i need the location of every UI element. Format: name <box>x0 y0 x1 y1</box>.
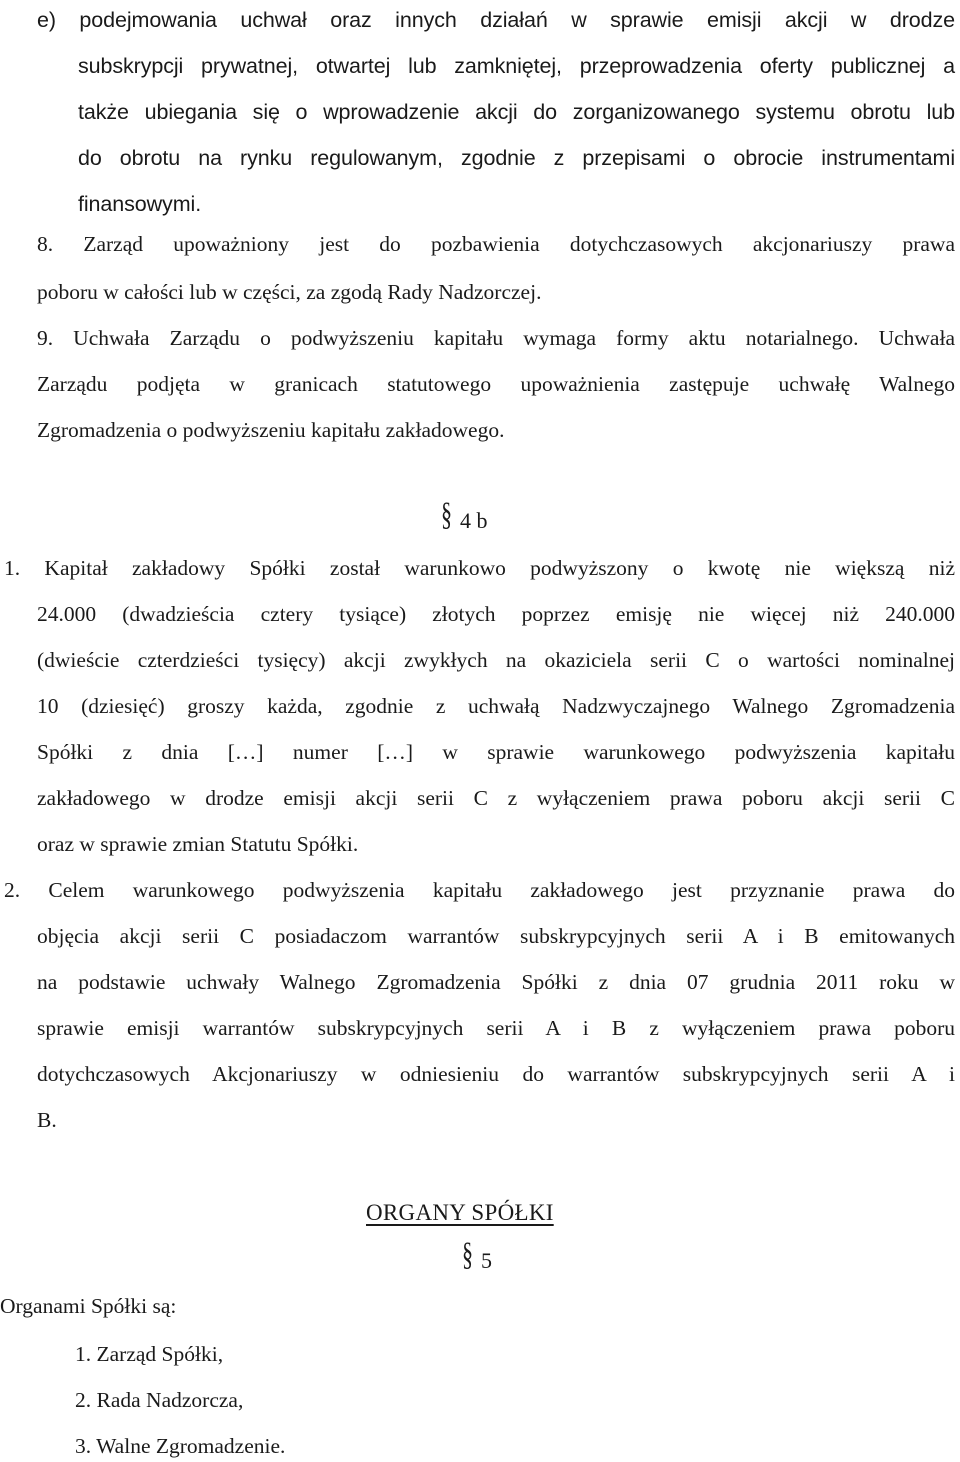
point-1-line: zakładowego w drodze emisji akcji serii C z wyłączeniem prawa poboru akcji serii C <box>37 786 955 810</box>
section-4b-label: 4 b <box>460 508 488 533</box>
point-1-line: 10 (dziesięć) groszy każda, zgodnie z uchwałą Nadzwyczajnego Walnego Zgromadzenia <box>37 694 955 718</box>
point-8-line: 8. Zarząd upoważniony jest do pozbawienia dotychczasowych akcjonariuszy prawa <box>37 232 955 256</box>
point-1-line: 1. Kapitał zakładowy Spółki został warunkowo podwyższony o kwotę nie większą niż <box>4 556 955 580</box>
paragraph-e-line: subskrypcji prywatnej, otwartej lub zamkniętej, przeprowadzenia oferty publicznej a <box>78 54 955 78</box>
point-2-line: B. <box>37 1108 57 1132</box>
point-9-line: Zgromadzenia o podwyższeniu kapitału zakładowego. <box>37 418 505 442</box>
point-9-line: 9. Uchwała Zarządu o podwyższeniu kapitału wymaga formy aktu notarialnego. Uchwała <box>37 326 955 350</box>
organy-heading: ORGANY SPÓŁKI <box>366 1200 554 1225</box>
section-sign-icon: § <box>441 495 452 533</box>
point-8-line: poboru w całości lub w części, za zgodą Rady Nadzorczej. <box>37 280 542 304</box>
point-2-line: dotychczasowych Akcjonariuszy w odniesieniu do warrantów subskrypcyjnych serii A i <box>37 1062 955 1086</box>
section-sign-icon: § <box>462 1235 473 1273</box>
section-5-label: 5 <box>481 1248 492 1273</box>
point-9-line: Zarządu podjęta w granicach statutowego upoważnienia zastępuje uchwałę Walnego <box>37 372 955 396</box>
list-item: 3. Walne Zgromadzenie. <box>75 1434 286 1458</box>
point-1-line: oraz w sprawie zmian Statutu Spółki. <box>37 832 359 856</box>
paragraph-e-line: finansowymi. <box>78 192 202 216</box>
point-2-line: sprawie emisji warrantów subskrypcyjnych serii A i B z wyłączeniem prawa poboru <box>37 1016 955 1040</box>
section-5-heading <box>462 1235 492 1274</box>
point-1-line: Spółki z dnia […] numer […] w sprawie warunkowego podwyższenia kapitału <box>37 740 955 764</box>
organy-intro: Organami Spółki są: <box>0 1294 177 1318</box>
paragraph-e-line: do obrotu na rynku regulowanym, zgodnie z przepisami o obrocie instrumentami <box>78 146 955 170</box>
list-item: 1. Zarząd Spółki, <box>75 1342 224 1366</box>
point-1-line: 24.000 (dwadzieścia cztery tysiące) złotych poprzez emisję nie więcej niż 240.000 <box>37 602 955 626</box>
paragraph-e-line: także ubiegania się o wprowadzenie akcji do zorganizowanego systemu obrotu lub <box>78 100 955 124</box>
point-2-line: objęcia akcji serii C posiadaczom warrantów subskrypcyjnych serii A i B emitowanych <box>37 924 955 948</box>
list-item: 2. Rada Nadzorcza, <box>75 1388 244 1412</box>
point-2-line: 2. Celem warunkowego podwyższenia kapitału zakładowego jest przyznanie prawa do <box>4 878 955 902</box>
point-2-line: na podstawie uchwały Walnego Zgromadzenia Spółki z dnia 07 grudnia 2011 roku w <box>37 970 955 994</box>
point-1-line: (dwieście czterdzieści tysięcy) akcji zwykłych na okaziciela serii C o wartości nominalnej <box>37 648 955 672</box>
paragraph-e-line: e) podejmowania uchwał oraz innych działań w sprawie emisji akcji w drodze <box>37 8 955 32</box>
section-4b-heading <box>441 495 488 534</box>
